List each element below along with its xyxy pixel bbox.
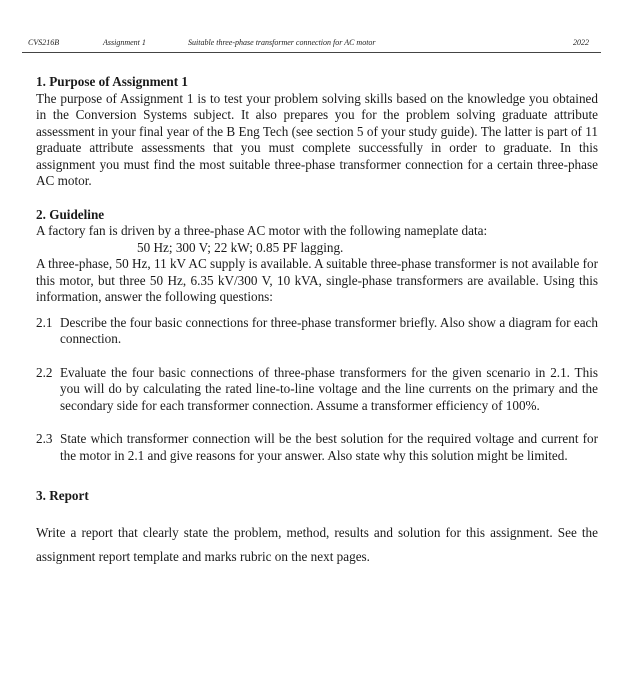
section-3-text: Write a report that clearly state the problem, method, results and solution for this assignment. See the assignment report template and marks rubric on the next pages. <box>36 524 598 564</box>
question-2-1 <box>36 315 598 348</box>
section-1-heading: 1. Purpose of Assignment 1 <box>36 74 189 89</box>
section-2-supply: A three-phase, 50 Hz, 11 kV AC supply is available. A suitable three-phase transformer is not available for this motor, but three 50 Hz, 6.35 kV/300 V, 10 kVA, single-phase transformers are available. Using this information, answer the following questions: <box>36 256 598 304</box>
section-3-heading: 3. Report <box>36 488 89 503</box>
header-year: 2022 <box>573 38 589 47</box>
motor-nameplate: 50 Hz; 300 V; 22 kW; 0.85 PF lagging. <box>137 239 344 255</box>
question-text: Describe the four basic connections for three-phase transformer briefly. Also show a diagram for each connection. <box>60 314 598 346</box>
question-text: Evaluate the four basic connections of three-phase transformers for the given scenario in 2.1. This you will do by calculating the rated line-to-line voltage and the line currents on the primary and the secondary side for each transformer connection. Assume a transformer efficiency of 100%. <box>60 364 598 413</box>
header-title: Suitable three-phase transformer connection for AC motor <box>188 38 376 47</box>
header-divider <box>22 52 601 53</box>
section-1-text: The purpose of Assignment 1 is to test your problem solving skills based on the knowledge you obtained in the Conversion Systems subject. It also prepares you for the problem solving graduate attribute assessment in your final year of the B Eng Tech (see section 5 of your study guide). The latter is part of 11 graduate attribute assessments that you must complete successfully in order to graduate. In this assignment you must find the most suitable three-phase transformer connection for a certain three-phase AC motor. <box>36 90 598 188</box>
page-header <box>20 38 601 48</box>
section-2-intro: A factory fan is driven by a three-phase AC motor with the following nameplate data: <box>36 223 488 238</box>
header-course-code: CVS216B <box>28 38 60 47</box>
question-2-2 <box>36 365 598 415</box>
header-assignment: Assignment 1 <box>103 38 146 47</box>
question-2-3 <box>36 431 598 464</box>
question-number: 2.2 <box>36 364 53 380</box>
question-number: 2.1 <box>36 314 53 330</box>
section-2-heading: 2. Guideline <box>36 206 105 222</box>
document-body <box>36 74 598 569</box>
question-text: State which transformer connection will be the best solution for the required voltage and current for the motor in 2.1 and give reasons for your answer. Also state why this solution might be limited. <box>60 431 598 463</box>
question-number: 2.3 <box>36 431 53 446</box>
